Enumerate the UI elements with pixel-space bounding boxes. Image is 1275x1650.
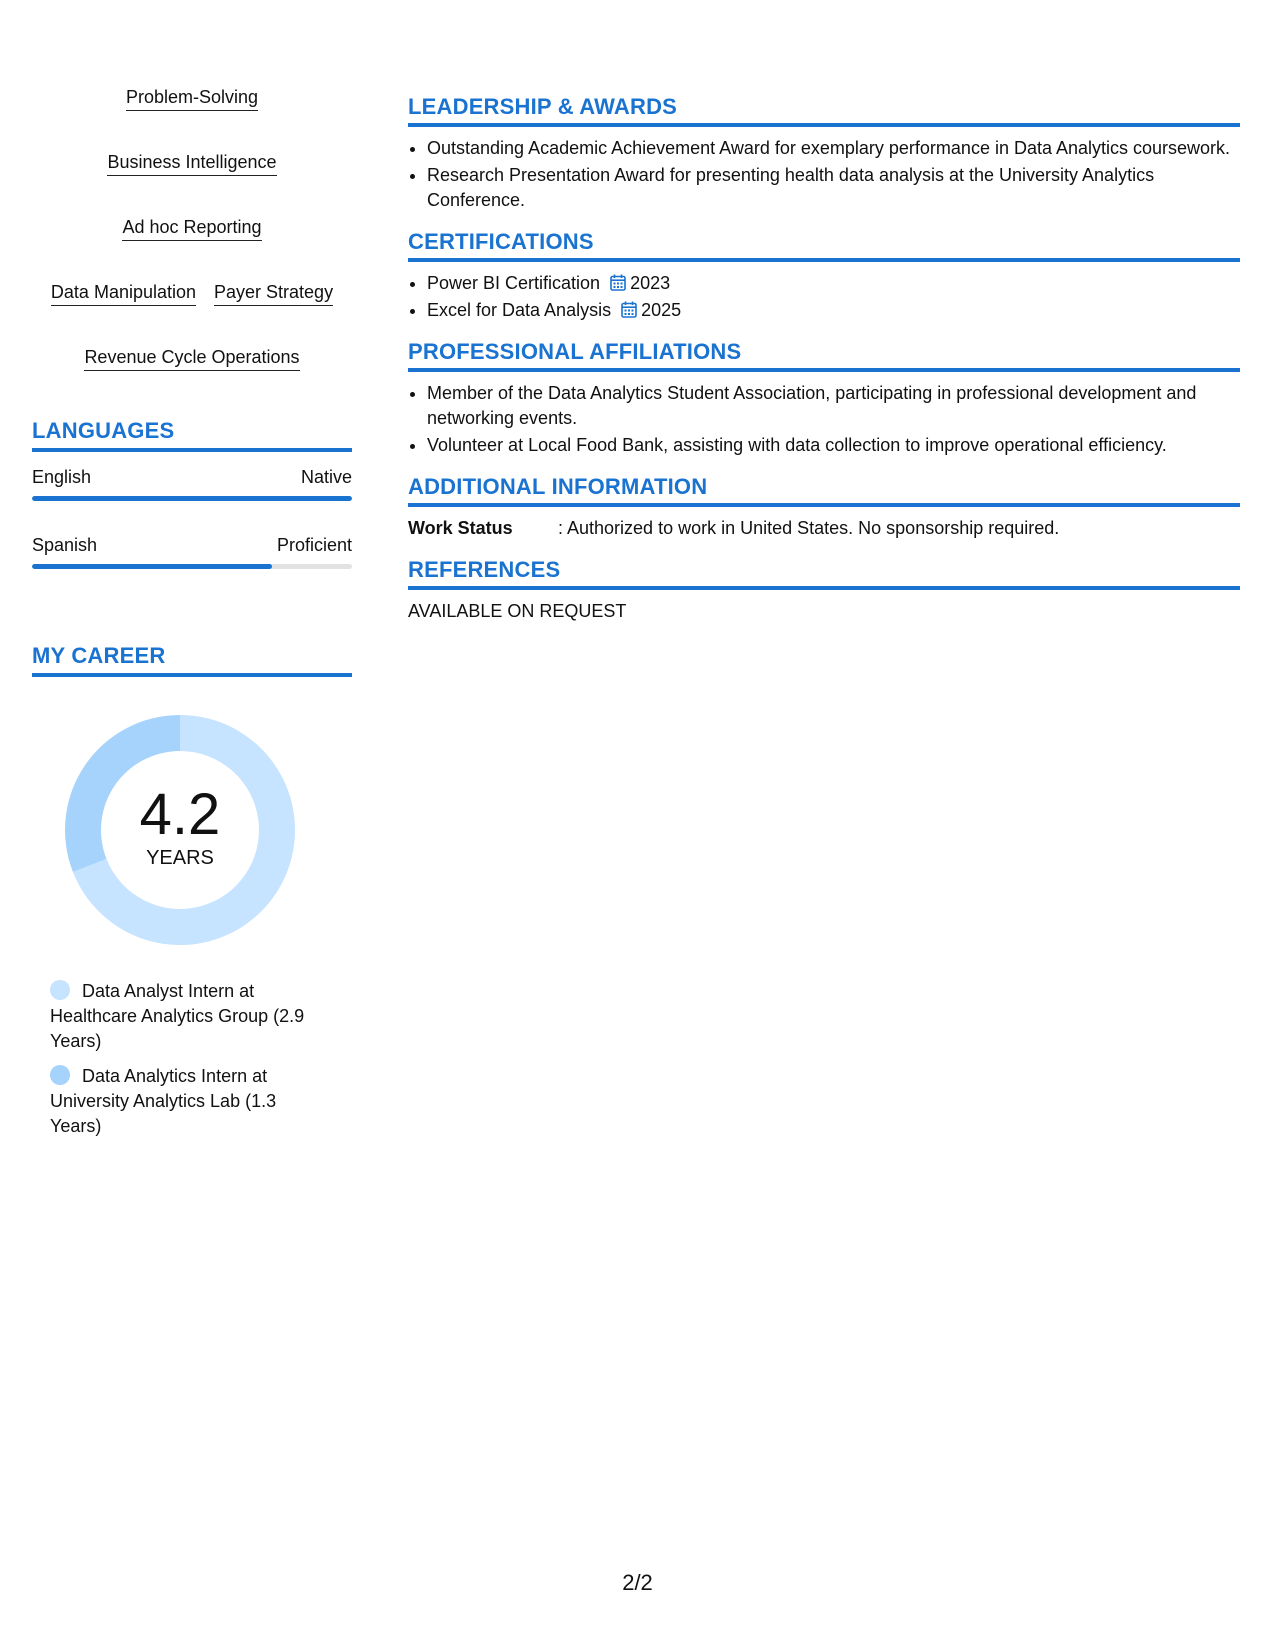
- leadership-heading: LEADERSHIP & AWARDS: [408, 94, 1240, 127]
- language-proficiency-fill: [32, 496, 352, 501]
- legend-dot-icon: [50, 1065, 70, 1085]
- right-column: [408, 94, 1240, 640]
- skill-tag: Revenue Cycle Operations: [84, 346, 299, 371]
- language-name: English: [32, 467, 92, 487]
- additional-info-heading: ADDITIONAL INFORMATION: [408, 474, 1240, 507]
- additional-info-section: [408, 474, 1240, 541]
- work-status-value: : Authorized to work in United States. No sponsorship required.: [558, 518, 1060, 538]
- skill-tag: Ad hoc Reporting: [122, 216, 261, 241]
- skill-tag: Business Intelligence: [107, 151, 276, 176]
- calendar-icon: [621, 301, 637, 318]
- certification-name: Power BI Certification: [427, 273, 601, 293]
- language-level: Native: [300, 467, 352, 487]
- left-column: [32, 86, 352, 1149]
- career-years-unit: YEARS: [146, 847, 214, 869]
- career-legend-item: [50, 979, 330, 1054]
- language-proficiency-bar: [32, 496, 352, 501]
- calendar-icon: [610, 274, 626, 291]
- certification-item: [427, 298, 1240, 323]
- language-proficiency-bar: [32, 564, 352, 569]
- legend-dot-icon: [50, 980, 70, 1000]
- skill-tag: Data Manipulation: [51, 281, 196, 306]
- language-spanish: [32, 534, 352, 569]
- skills-list: [32, 86, 352, 371]
- career-heading: MY CAREER: [32, 643, 352, 677]
- leadership-item: • Research Presentation Award for presenting health data analysis at the University Analytics Conference.: [427, 163, 1240, 213]
- skill-tag: Problem-Solving: [126, 86, 258, 111]
- career-legend-label: Data Analyst Intern at Healthcare Analytics Group (2.9 Years): [50, 981, 305, 1051]
- career-legend-label: Data Analytics Intern at University Analytics Lab (1.3 Years): [50, 1066, 277, 1136]
- references-text: AVAILABLE ON REQUEST: [408, 601, 627, 621]
- references-heading: REFERENCES: [408, 557, 1240, 590]
- career-total-years: 4.2: [139, 782, 221, 847]
- page-number: 2/2: [622, 1570, 653, 1595]
- language-level: Proficient: [276, 535, 352, 555]
- certifications-heading: CERTIFICATIONS: [408, 229, 1240, 262]
- leadership-section: [408, 94, 1240, 213]
- affiliations-heading: PROFESSIONAL AFFILIATIONS: [408, 339, 1240, 372]
- career-legend: [50, 979, 330, 1139]
- affiliation-item: • Volunteer at Local Food Bank, assisting with data collection to improve operational efficiency.: [427, 433, 1240, 458]
- affiliations-section: [408, 339, 1240, 458]
- affiliation-item: • Member of the Data Analytics Student Association, participating in professional development and networking events.: [427, 381, 1240, 431]
- career-donut-chart: [65, 715, 295, 945]
- skill-tag: Payer Strategy: [214, 281, 333, 306]
- leadership-item: • Outstanding Academic Achievement Award for exemplary performance in Data Analytics coursework.: [427, 136, 1240, 161]
- certification-year: 2025: [641, 300, 682, 320]
- language-english: [32, 466, 352, 501]
- work-status-label: Work Status: [408, 518, 513, 538]
- career-legend-item: [50, 1064, 330, 1139]
- references-section: [408, 557, 1240, 624]
- certification-item: [427, 271, 1240, 296]
- certification-name: Excel for Data Analysis: [427, 300, 612, 320]
- certification-year: 2023: [630, 273, 671, 293]
- language-proficiency-fill: [32, 564, 272, 569]
- languages-heading: LANGUAGES: [32, 418, 352, 452]
- language-name: Spanish: [32, 535, 98, 555]
- certifications-section: [408, 229, 1240, 323]
